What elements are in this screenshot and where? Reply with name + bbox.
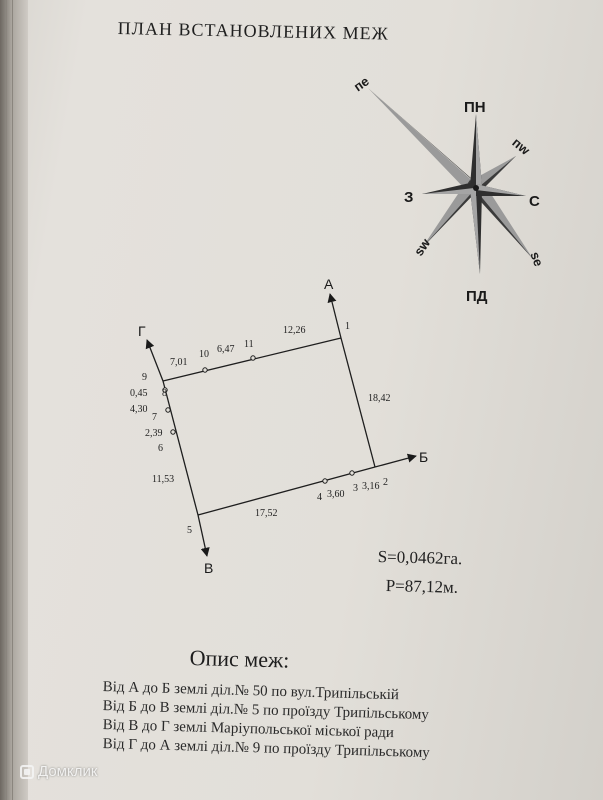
segment-length-label: 18,42 bbox=[368, 393, 391, 404]
point-label: 2 bbox=[383, 477, 388, 488]
boundary-description-line: Від Б до В землі діл.№ 5 по проїзду Трипільському bbox=[102, 698, 430, 724]
compass-south-label: ПД bbox=[466, 288, 488, 305]
point-label: 10 bbox=[199, 349, 209, 360]
compass-se-label: se bbox=[527, 249, 547, 269]
compass-nw-label: пw bbox=[509, 134, 533, 158]
point-label: 8 bbox=[162, 388, 167, 399]
segment-length-label: 3,16 bbox=[362, 481, 380, 492]
segment-length-label: 2,39 bbox=[145, 428, 163, 439]
point-label: 5 bbox=[187, 525, 192, 536]
point-label: 7 bbox=[152, 412, 157, 423]
direction-a-label: А bbox=[324, 276, 334, 292]
vertex-marker bbox=[251, 356, 255, 360]
domclick-logo-icon bbox=[20, 765, 34, 779]
direction-v-label: В bbox=[204, 560, 214, 576]
compass-ne-label: пе bbox=[350, 73, 372, 95]
vertex-marker bbox=[166, 408, 170, 412]
boundary-description-line: Від А до Б землі діл.№ 50 по вул.Трипільській bbox=[102, 679, 400, 704]
boundary-description-title: Опис меж: bbox=[189, 645, 290, 673]
point-label: 9 bbox=[142, 372, 147, 383]
compass-west-label: З bbox=[404, 189, 414, 206]
compass-north-label: ПН bbox=[464, 99, 486, 116]
arrow-g bbox=[147, 340, 163, 381]
vertex-marker bbox=[323, 479, 327, 483]
point-label: 11 bbox=[244, 339, 254, 350]
vertex-marker bbox=[350, 471, 354, 475]
area-value: S=0,0462га. bbox=[377, 547, 463, 569]
boundary-description-line: Від В до Г землі Маріупольської міської ради bbox=[102, 717, 395, 742]
segment-length-label: 17,52 bbox=[255, 508, 278, 519]
segment-length-label: 4,30 bbox=[130, 404, 148, 415]
perimeter-value: P=87,12м. bbox=[385, 576, 459, 597]
arrow-b bbox=[375, 456, 416, 467]
page-title: ПЛАН ВСТАНОВЛЕНИХ МЕЖ bbox=[117, 18, 389, 44]
compass-east-label: С bbox=[529, 193, 540, 210]
compass-sw-label: sw bbox=[410, 235, 434, 259]
segment-length-label: 12,26 bbox=[283, 325, 306, 336]
compass-rose-icon bbox=[368, 88, 533, 274]
point-label: 6 bbox=[158, 443, 163, 454]
segment-length-label: 3,60 bbox=[327, 489, 345, 500]
vertex-marker bbox=[203, 368, 207, 372]
point-label: 3 bbox=[353, 483, 358, 494]
boundary-description-line: Від Г до А землі діл.№ 9 по проїзду Трипільському bbox=[102, 736, 431, 762]
segment-length-label: 7,01 bbox=[170, 357, 188, 368]
segment-length-label: 11,53 bbox=[152, 474, 175, 485]
direction-g-label: Г bbox=[138, 323, 146, 339]
segment-length-label: 0,45 bbox=[130, 388, 148, 399]
segment-length-label: 6,47 bbox=[217, 344, 235, 355]
watermark bbox=[20, 763, 97, 780]
direction-b-label: Б bbox=[419, 449, 429, 465]
point-label: 1 bbox=[345, 321, 350, 332]
vertex-marker bbox=[171, 430, 175, 434]
arrow-v bbox=[198, 515, 207, 556]
point-label: 4 bbox=[317, 492, 322, 503]
arrow-a bbox=[330, 294, 341, 338]
watermark-text: Домклик bbox=[38, 763, 98, 780]
